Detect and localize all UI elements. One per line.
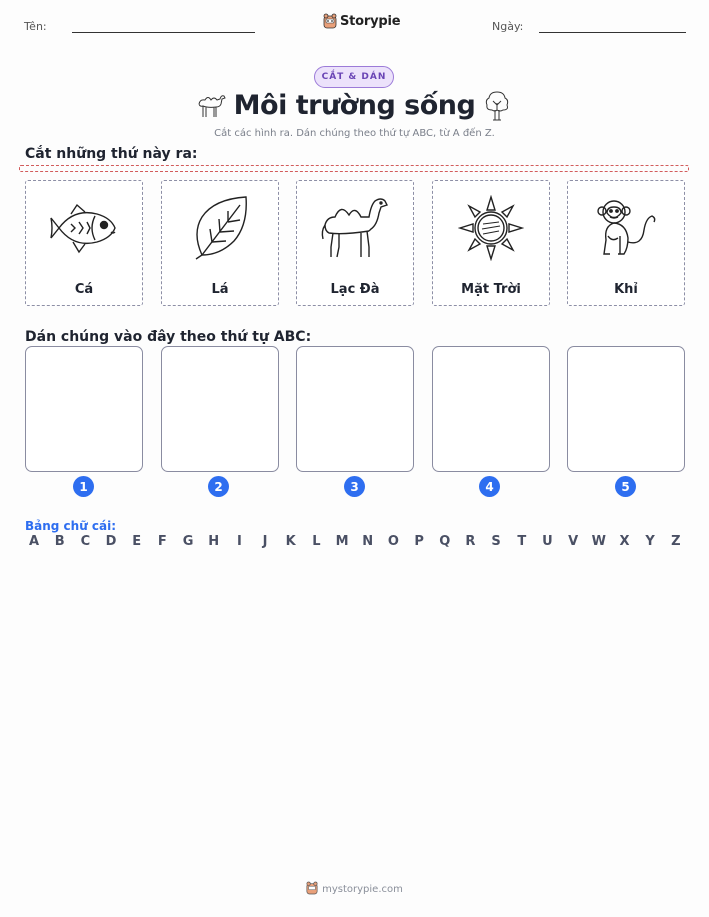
alphabet-letter: G bbox=[182, 534, 194, 549]
date-line[interactable] bbox=[539, 32, 686, 33]
alphabet-letter: F bbox=[157, 534, 167, 549]
camel-icon bbox=[319, 195, 391, 265]
alphabet-letter: R bbox=[465, 534, 476, 549]
alphabet-letter: E bbox=[132, 534, 142, 549]
alphabet-heading: Bảng chữ cái: bbox=[25, 519, 117, 533]
sun-icon bbox=[458, 195, 524, 265]
alphabet-letter: K bbox=[285, 534, 296, 549]
date-label: Ngày: bbox=[492, 20, 524, 33]
storypie-mascot-icon bbox=[323, 13, 337, 29]
monkey-icon bbox=[594, 196, 658, 264]
alphabet-letter: U bbox=[542, 534, 553, 549]
alphabet-letter: W bbox=[591, 534, 606, 549]
leaf-icon bbox=[190, 195, 250, 265]
alphabet-letter: I bbox=[236, 534, 242, 549]
paste-box-4[interactable] bbox=[432, 346, 550, 472]
alphabet-letter: L bbox=[312, 534, 321, 549]
card-label-camel: Lạc Đà bbox=[330, 282, 380, 297]
footer-url[interactable]: mystorypie.com bbox=[322, 884, 403, 895]
storypie-logo bbox=[323, 13, 400, 29]
alphabet-letter: Y bbox=[645, 534, 655, 549]
alphabet-letter: C bbox=[80, 534, 91, 549]
fish-icon bbox=[49, 200, 119, 260]
paste-box-3[interactable] bbox=[296, 346, 414, 472]
cutout-card-fish[interactable] bbox=[25, 180, 143, 306]
alphabet-letter: Q bbox=[439, 534, 451, 549]
number-badge-5: 5 bbox=[615, 476, 636, 497]
alphabet-letter: Z bbox=[671, 534, 681, 549]
alphabet-letter: S bbox=[491, 534, 501, 549]
card-label-fish: Cá bbox=[74, 282, 94, 297]
card-label-leaf: Lá bbox=[211, 282, 229, 297]
cutout-card-camel[interactable] bbox=[296, 180, 414, 306]
number-badge-2: 2 bbox=[208, 476, 229, 497]
storypie-mascot-icon bbox=[306, 880, 318, 899]
alphabet-letter: M bbox=[335, 534, 349, 549]
footer bbox=[0, 880, 709, 899]
cut-section-heading: Cắt những thứ này ra: bbox=[25, 146, 198, 162]
paste-box-5[interactable] bbox=[567, 346, 685, 472]
cut-line bbox=[19, 165, 689, 172]
name-label: Tên: bbox=[24, 20, 47, 33]
alphabet-letter: J bbox=[262, 534, 268, 549]
alphabet-letter: P bbox=[414, 534, 424, 549]
cutout-card-sun[interactable] bbox=[432, 180, 550, 306]
number-badge-1: 1 bbox=[73, 476, 94, 497]
alphabet-letter: D bbox=[105, 534, 117, 549]
alphabet-letter: V bbox=[568, 534, 579, 549]
number-badge-4: 4 bbox=[479, 476, 500, 497]
tree-decoration-icon bbox=[484, 90, 510, 126]
paste-section-heading: Dán chúng vào đây theo thứ tự ABC: bbox=[25, 329, 312, 345]
alphabet-letter: N bbox=[362, 534, 374, 549]
paste-box-1[interactable] bbox=[25, 346, 143, 472]
number-badge-3: 3 bbox=[344, 476, 365, 497]
alphabet-letter: O bbox=[387, 534, 399, 549]
alphabet-letter: H bbox=[208, 534, 220, 549]
card-label-sun: Mặt Trời bbox=[461, 282, 521, 297]
card-label-monkey: Khỉ bbox=[614, 282, 638, 297]
instructions: Cắt các hình ra. Dán chúng theo thứ tự ABC, từ A đến Z. bbox=[214, 128, 495, 139]
alphabet-letter: A bbox=[28, 534, 40, 549]
alphabet-letter: T bbox=[517, 534, 527, 549]
name-line[interactable] bbox=[72, 32, 255, 33]
cutout-card-monkey[interactable] bbox=[567, 180, 685, 306]
alphabet-row bbox=[25, 534, 685, 549]
activity-badge: CẮT & DÁN bbox=[314, 66, 394, 88]
cutout-card-leaf[interactable] bbox=[161, 180, 279, 306]
alphabet-letter: B bbox=[54, 534, 65, 549]
paste-box-2[interactable] bbox=[161, 346, 279, 472]
alphabet-letter: X bbox=[619, 534, 630, 549]
logo-text: Storypie bbox=[340, 13, 401, 29]
page-title: Môi trường sống bbox=[233, 90, 476, 121]
